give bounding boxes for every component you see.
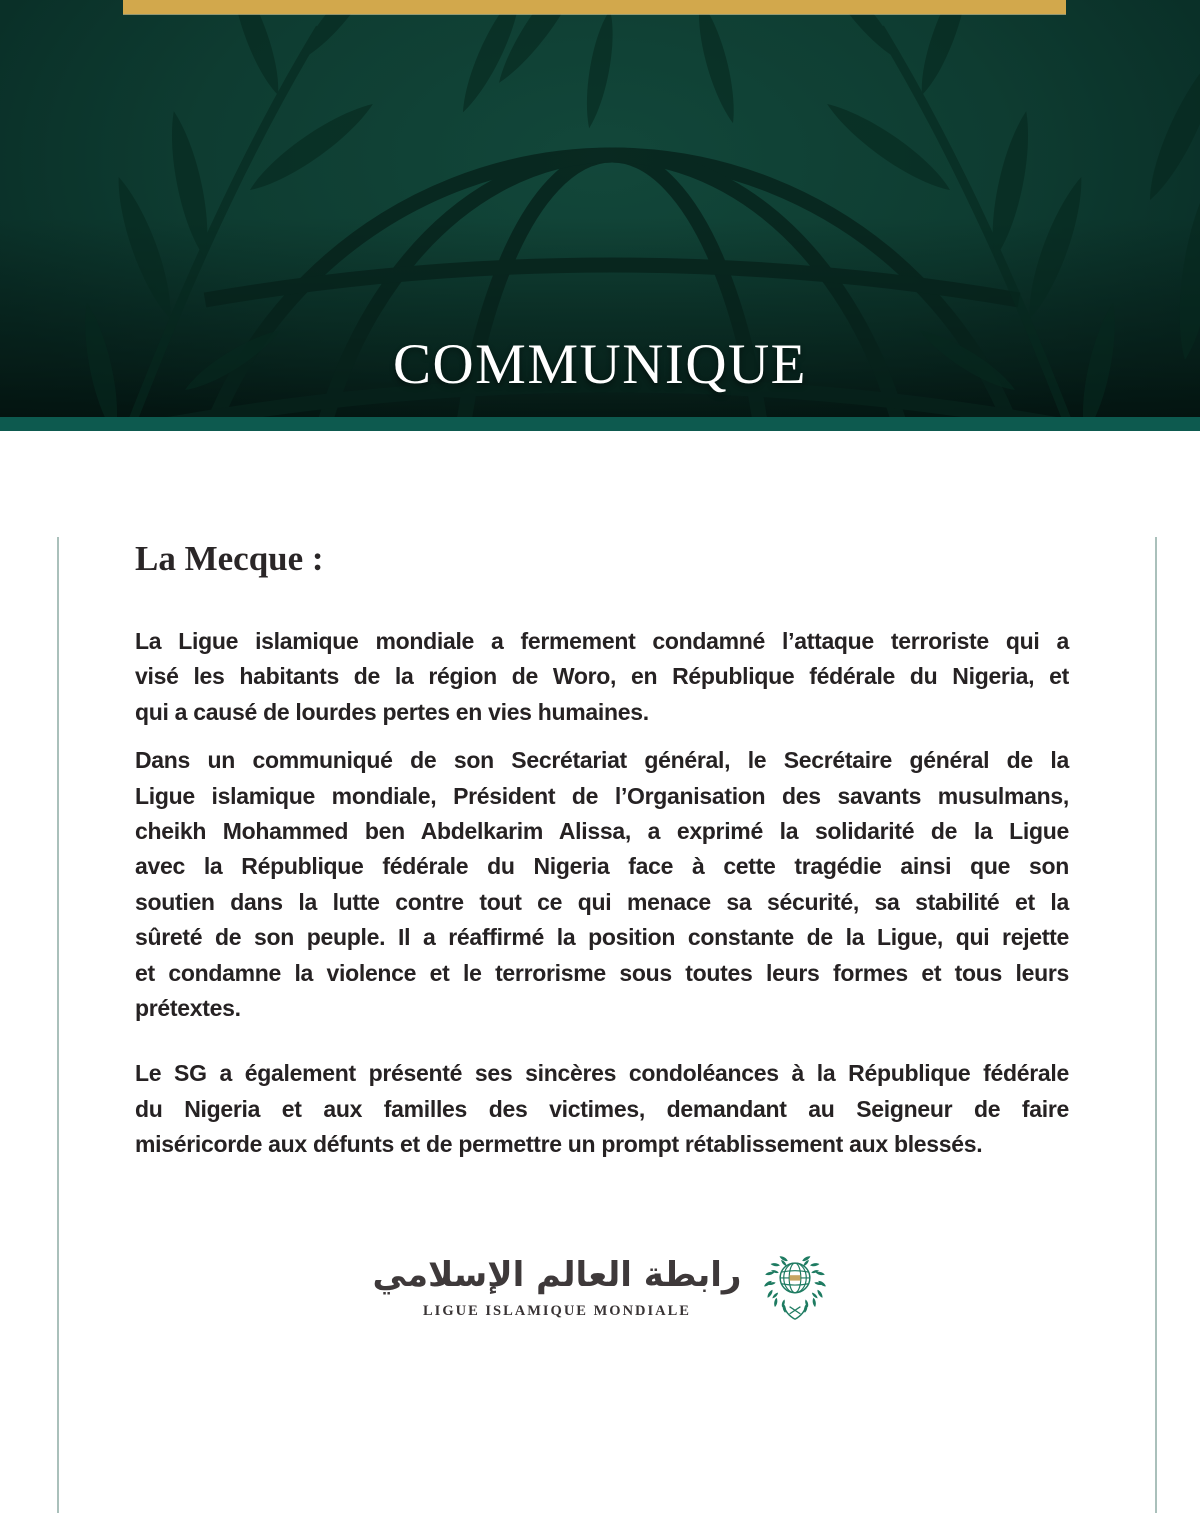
mwl-emblem-icon: [759, 1247, 831, 1325]
text-line: prétextes.: [135, 995, 241, 1022]
text-line: et condamne la violence et le terrorisme sous toutes leurs formes et tous leurs: [135, 959, 1069, 986]
mwl-logo-block: [135, 1247, 1069, 1325]
body-paragraph-1: [135, 624, 1069, 730]
dateline-heading: La Mecque :: [135, 539, 324, 578]
text-line: Ligue islamique mondiale, Président de l’Organisation des savants musulmans,: [135, 782, 1069, 809]
mwl-wordmark: LIGUE ISLAMIQUE MONDIALE: [423, 1302, 691, 1319]
mwl-arabic-name: رابطة العالم الإسلامي: [372, 1254, 742, 1295]
gold-accent-bar: [123, 0, 1066, 14]
communique-card: [57, 537, 1157, 1513]
text-line: miséricorde aux défunts et de permettre un prompt rétablissement aux blessés.: [135, 1131, 983, 1158]
text-line: Le SG a également présenté ses sincères condoléances à la République fédérale: [135, 1060, 1069, 1087]
text-line: visé les habitants de la région de Woro, en République fédérale du Nigeria, et: [135, 663, 1069, 690]
body-paragraph-3: [135, 1056, 1069, 1162]
text-line: qui a causé de lourdes pertes en vies humaines.: [135, 698, 649, 725]
page-title: COMMUNIQUE: [393, 333, 807, 397]
text-line: du Nigeria et aux familles des victimes, demandant au Seigneur de faire: [135, 1095, 1069, 1122]
text-line: cheikh Mohammed ben Abdelkarim Alissa, a exprimé la solidarité de la Ligue: [135, 818, 1069, 845]
text-line: Dans un communiqué de son Secrétariat général, le Secrétaire général de la: [135, 747, 1069, 774]
emblem-stems-icon: [785, 1305, 807, 1319]
emblem-gold-center: [790, 1275, 801, 1280]
teal-divider: [0, 417, 1200, 431]
text-line: sûreté de son peuple. Il a réaffirmé la position constante de la Ligue, qui rejette: [135, 924, 1069, 951]
text-line: soutien dans la lutte contre tout ce qui menace sa sécurité, sa stabilité et la: [135, 888, 1069, 915]
text-line: avec la République fédérale du Nigeria face à cette tragédie ainsi que son: [135, 853, 1069, 880]
text-line: La Ligue islamique mondiale a fermement condamné l’attaque terroriste qui a: [135, 628, 1069, 654]
body-paragraph-2: [135, 743, 1069, 1026]
hero-banner: [0, 0, 1200, 417]
mwl-logo-texts: [373, 1252, 742, 1320]
